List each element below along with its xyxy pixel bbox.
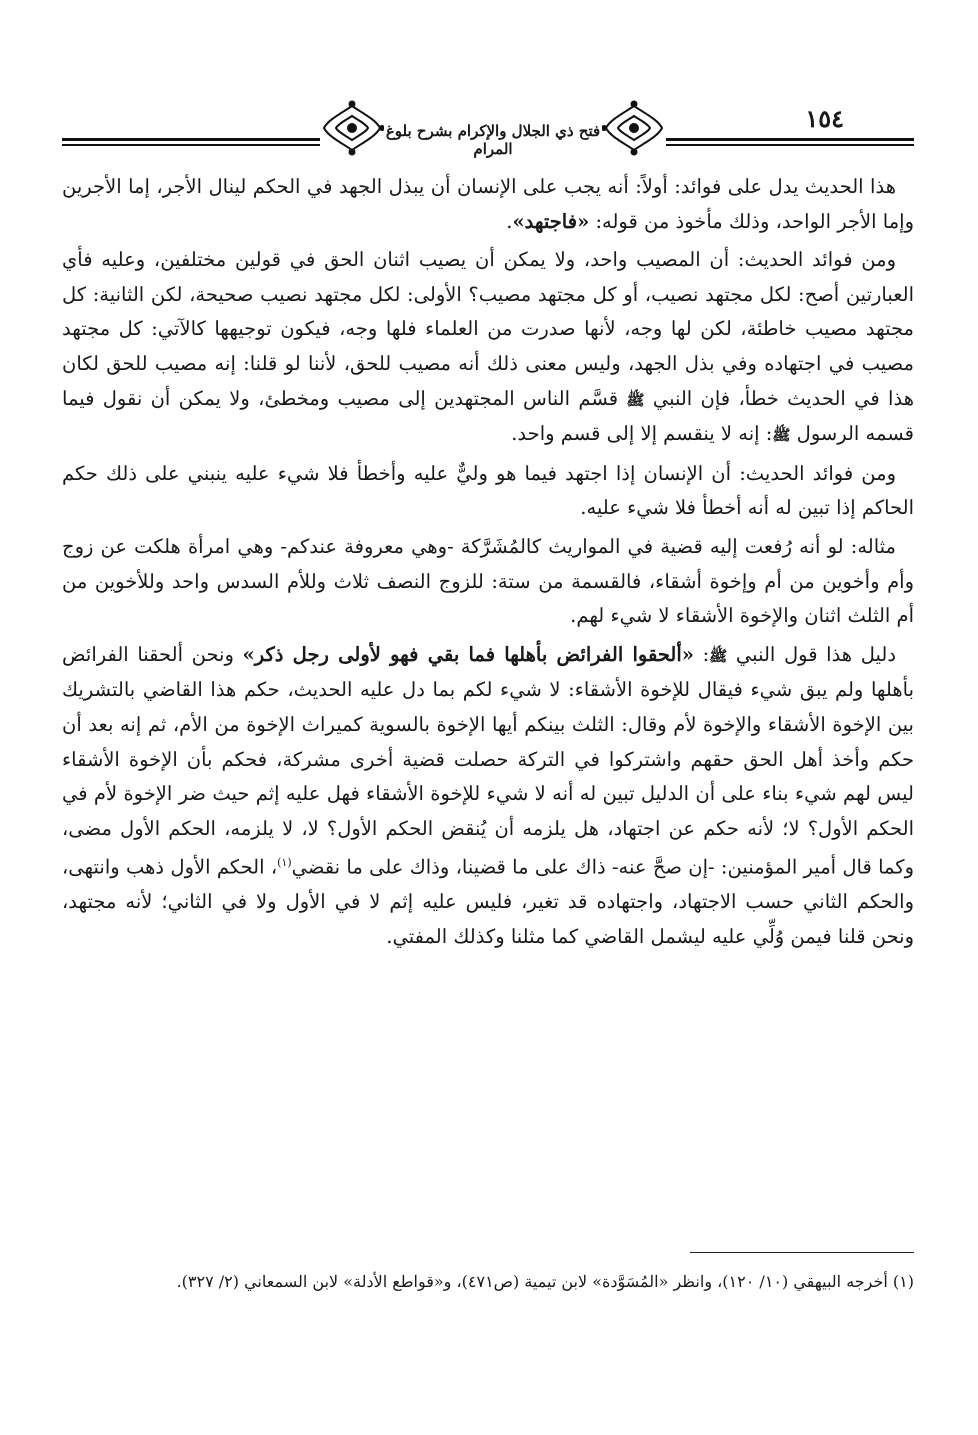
paragraph-4: مثاله: لو أنه رُفعت إليه قضية في المواريث كالمُشَرَّكة -وهي معروفة عندكم- وهي امرأة هلكت عن زوج وأم وأخوين من أم وإخوة أشقاء، فالقسمة من ستة: للزوج النصف ثلاث وللأم السدس واحد وللأخوين من أم الثلث اثنان والإخوة الأشقاء لا شيء لهم. [62, 534, 914, 628]
salutation-glyph: ﷺ [772, 426, 791, 445]
hadith-quote: «فاجتهد» [512, 209, 590, 233]
paragraph-3: ومن فوائد الحديث: أن الإنسان إذا اجتهد فيما هو وليٌّ عليه وأخطأ فلا شيء عليه ينبني على ذلك حكم الحاكم إذا تبين له أنه أخطأ فلا شيء عليه. [62, 461, 914, 520]
footnotes [62, 1268, 914, 1296]
paragraph-2: ومن فوائد الحديث: أن المصيب واحد، ولا يمكن أن يصيب اثنان الحق في قولين مختلفين، وعليه فأي العبارتين أصح: لكل مجتهد نصيب، أو كل مجتهد مصيب؟ الأولى: لكل مجتهد نصيب صحيحة، لكن الثانية: كل مجتهد مصيب خاطئة، لكن لها وجه، لأنها صدرت من العلماء فلها وجه، فيكون توجيهها كالآتي: كل مجتهد مصيب في اجتهاده وفي بذل الجهد، وليس معنى ذلك أنه مصيب للحق، لأننا لو قلنا: إنه مصيب للحق لكان هذا في الحديث خطأ، فإن النبي ﷺ قسَّم الناس المجتهدين إلى مصيب ومخطئ، ولا يمكن أن نقول فيما قسمه الرسول ﷺ: إنه لا ينقسم إلا إلى قسم واحد. [62, 248, 914, 446]
salutation-glyph: ﷺ [626, 390, 645, 409]
hadith-quote: «ألحقوا الفرائض بأهلها فما بقي فهو لأولى رجل ذكر» [242, 642, 694, 666]
page-number: ١٥٤ [805, 104, 844, 133]
ornament-left-icon [320, 100, 384, 156]
book-title: فتح ذي الجلال والإكرام بشرح بلوغ المرام [370, 122, 616, 158]
paragraph-1: هذا الحديث يدل على فوائد: أولاً: أنه يجب على الإنسان أن يبذل الجهد في الحكم لينال الأجر، إما الأجرين وإما الأجر الواحد، وذلك مأخوذ من قوله: «فاجتهد». [62, 175, 914, 233]
title-cartouche [320, 96, 666, 156]
footnote-1: (١) أخرجه البيهقي (١٠/ ١٢٠)، وانظر «المُسَوَّدة» لابن تيمية (ص٤٧١)، و«قواطع الأدلة» لابن السمعاني (٢/ ٣٢٧). [176, 1272, 914, 1291]
footnote-divider [690, 1252, 914, 1253]
ornament-right-icon [602, 100, 666, 156]
page-header [62, 96, 914, 166]
paragraph-5: دليل هذا قول النبي ﷺ: «ألحقوا الفرائض بأهلها فما بقي فهو لأولى رجل ذكر» ونحن ألحقنا الفرائض بأهلها ولم يبق شيء فيقال للإخوة الأشقاء: لا شيء لكم بما دل عليه الحديث، حكم هذا القاضي بالتشريك بين الإخوة الأشقاء والإخوة لأم وقال: الثلث بينكم أيها الإخوة بالسوية كميراث الإخوة من الأم، ثم إنه بعد أن حكم وأخذ أهل الحق حقهم واشتركوا في التركة حصلت قضية أخرى مشركة، فحكم بأن الإخوة الأشقاء ليس لهم شيء بناء على أن الدليل تبين له أنه لا شيء للإخوة الأشقاء فهل عليه إثم حيث ضر الإخوة لأم في الحكم الأول؟ لا؛ لأنه حكم عن اجتهاد، هل يلزمه أن يُنقض الحكم الأول؟ لا، لا يلزمه، الحكم الأول مضى، وكما قال أمير المؤمنين: -إن صحَّ عنه- ذاك على ما قضينا، وذاك على ما نقضي$^{(١)}$، الحكم الأول ذهب وانتهى، والحكم الثاني حسب الاجتهاد، واجتهاده قد تغير، فليس عليه إثم لا في الأول ولا في الثاني؛ لأنه مجتهد، ونحن قلنا فيمن وُلِّي عليه ليشمل القاضي كما مثلنا وكذلك المفتي. [62, 642, 915, 948]
footnote-marker[interactable]: (١) [277, 856, 292, 870]
main-text [62, 170, 914, 959]
salutation-glyph: ﷺ [709, 646, 728, 665]
